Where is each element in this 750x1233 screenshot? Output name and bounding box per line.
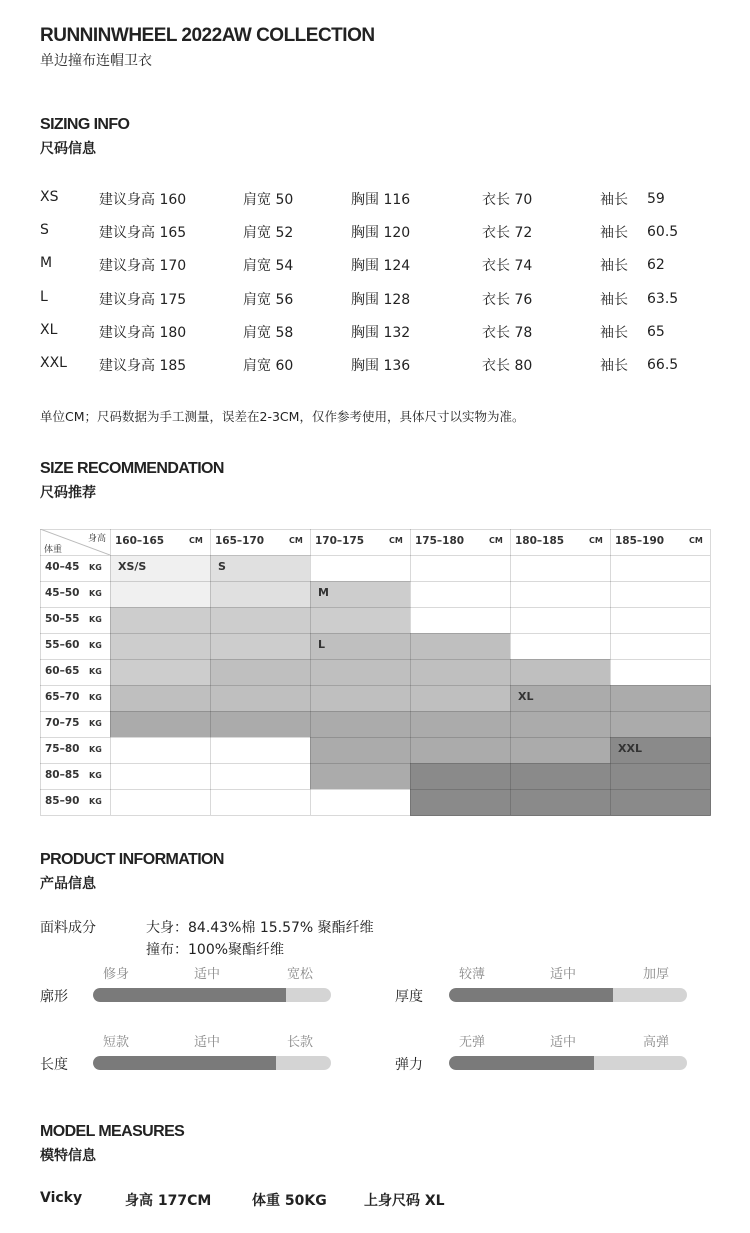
- weight-header: 80–85: [45, 769, 80, 781]
- sizing-cell-sleeve: 63.5: [647, 290, 679, 307]
- sizing-cell-sleeve-label: 袖长: [600, 225, 628, 242]
- sizing-cell-size: XL: [40, 321, 58, 338]
- size-band-label: XL: [518, 690, 534, 703]
- height-unit: CM: [589, 536, 603, 545]
- recommendation-cell: [610, 633, 711, 660]
- recommendation-cell: [210, 581, 311, 608]
- recommendation-cell: [410, 659, 511, 686]
- sizing-cell-length: 衣长 72: [482, 225, 533, 242]
- recommendation-cell: [510, 659, 611, 686]
- attribute-bar: [449, 988, 687, 1002]
- sizing-cell-sleeve: 62: [647, 257, 665, 274]
- recommendation-cell: [610, 581, 711, 608]
- sizing-cell-shoulder: 肩宽 54: [243, 258, 294, 275]
- recommendation-cell: [210, 607, 311, 634]
- sizing-cell-chest: 胸围 120: [351, 225, 411, 242]
- recommendation-cell: [410, 581, 511, 608]
- weight-header: 40–45: [45, 561, 80, 573]
- recommendation-cell: [310, 685, 411, 712]
- weight-unit: KG: [89, 797, 102, 806]
- height-header: 185–190: [615, 535, 665, 547]
- recommendation-cell: [310, 737, 411, 764]
- height-header: 170–175: [315, 535, 365, 547]
- weight-header: 55–60: [45, 639, 80, 651]
- model-heading: MODEL MEASURES: [40, 1123, 185, 1140]
- sizing-cell-length: 衣长 76: [482, 291, 533, 308]
- sizing-cell-size: XS: [40, 189, 59, 205]
- sizing-cell-sleeve-label: 袖长: [600, 324, 628, 341]
- sizing-cell-size: XXL: [40, 355, 67, 371]
- size-band-label: M: [318, 586, 329, 599]
- sizing-cell-height: 建议身高 165: [99, 225, 187, 242]
- recommendation-cell: [610, 685, 711, 712]
- collection-title: RUNNINWHEEL 2022AW COLLECTION: [40, 25, 375, 46]
- weight-unit: KG: [89, 693, 102, 702]
- sizing-cell-chest: 胸围 124: [351, 258, 411, 275]
- sizing-cell-sleeve: 66.5: [647, 357, 679, 373]
- attribute-bar: [93, 1056, 331, 1070]
- size-band-label: XXL: [618, 742, 642, 755]
- weight-unit: KG: [89, 615, 102, 624]
- size-recommendation-table: [40, 529, 710, 815]
- sizing-cell-size: M: [40, 255, 53, 272]
- recommendation-cell: [310, 555, 411, 582]
- product-heading: PRODUCT INFORMATION: [40, 851, 224, 868]
- size-band-label: S: [218, 560, 226, 573]
- sizing-cell-length: 衣长 74: [482, 258, 533, 275]
- height-header: 160–165: [115, 535, 165, 547]
- recommendation-cell: [410, 789, 511, 816]
- scale-label: 宽松: [287, 967, 314, 982]
- recommendation-cell: [310, 763, 411, 790]
- scale-label: 修身: [103, 967, 130, 982]
- recommendation-cell: [410, 737, 511, 764]
- recommendation-cell: [610, 789, 711, 816]
- recommendation-cell: [410, 633, 511, 660]
- scale-label: 高弹: [643, 1035, 670, 1050]
- sizing-cell-chest: 胸围 128: [351, 291, 411, 308]
- recommendation-heading-cn: 尺码推荐: [40, 485, 96, 501]
- weight-header: 75–80: [45, 743, 80, 755]
- sizing-cell-sleeve-label: 袖长: [600, 258, 628, 275]
- recommendation-cell: [310, 633, 411, 660]
- sizing-cell-sleeve: 59: [647, 191, 665, 207]
- fabric-line-contrast: 撞布：100%聚酯纤维: [146, 942, 285, 958]
- sizing-cell-shoulder: 肩宽 56: [243, 291, 294, 308]
- weight-header: 60–65: [45, 665, 80, 677]
- recommendation-cell: [210, 737, 311, 764]
- weight-unit: KG: [89, 667, 102, 676]
- weight-unit: KG: [89, 589, 102, 598]
- corner-weight-label: 体重: [44, 545, 63, 555]
- attribute-bar: [93, 988, 331, 1002]
- fabric-line-body: 大身：84.43%棉 15.57% 聚酯纤维: [146, 920, 374, 936]
- model-name: Vicky: [40, 1190, 83, 1206]
- recommendation-cell: [210, 711, 311, 738]
- recommendation-cell: [510, 555, 611, 582]
- sizing-cell-sleeve: 60.5: [647, 224, 679, 241]
- scale-label: 无弹: [459, 1035, 486, 1050]
- attribute-label: 弹力: [395, 1057, 423, 1073]
- recommendation-cell: [610, 607, 711, 634]
- scale-label: 适中: [194, 1035, 221, 1050]
- attribute-bar-fill: [93, 1056, 276, 1070]
- attribute-bar-fill: [449, 1056, 594, 1070]
- weight-header: 65–70: [45, 691, 80, 703]
- recommendation-cell: [410, 555, 511, 582]
- sizing-cell-height: 建议身高 170: [99, 258, 187, 275]
- sizing-cell-length: 衣长 78: [482, 324, 533, 341]
- model-height: 身高 177CM: [125, 1193, 212, 1209]
- product-heading-cn: 产品信息: [40, 876, 96, 892]
- sizing-cell-shoulder: 肩宽 58: [243, 324, 294, 341]
- sizing-heading: SIZING INFO: [40, 116, 130, 133]
- height-header: 165–170: [215, 535, 265, 547]
- recommendation-cell: [210, 685, 311, 712]
- scale-label: 较薄: [459, 967, 486, 982]
- recommendation-cell: [110, 659, 211, 686]
- height-header: 180–185: [515, 535, 565, 547]
- sizing-cell-shoulder: 肩宽 60: [243, 358, 294, 374]
- sizing-cell-size: L: [40, 288, 48, 305]
- weight-unit: KG: [89, 641, 102, 650]
- weight-header: 85–90: [45, 795, 80, 807]
- recommendation-cell: [110, 789, 211, 816]
- recommendation-cell: [210, 763, 311, 790]
- scale-label: 长款: [287, 1035, 314, 1050]
- sizing-cell-shoulder: 肩宽 50: [243, 192, 294, 208]
- height-header: 175–180: [415, 535, 465, 547]
- recommendation-cell: [110, 685, 211, 712]
- sizing-cell-chest: 胸围 116: [351, 192, 411, 208]
- scale-label: 短款: [103, 1035, 130, 1050]
- weight-header: 50–55: [45, 613, 80, 625]
- sizing-cell-sleeve-label: 袖长: [600, 291, 628, 308]
- scale-label: 适中: [550, 1035, 577, 1050]
- weight-header: 70–75: [45, 717, 80, 729]
- recommendation-cell: [210, 789, 311, 816]
- weight-unit: KG: [89, 745, 102, 754]
- weight-header: 45–50: [45, 587, 80, 599]
- recommendation-cell: [310, 659, 411, 686]
- sizing-cell-length: 衣长 70: [482, 192, 533, 208]
- height-unit: CM: [189, 536, 203, 545]
- sizing-cell-height: 建议身高 175: [99, 291, 187, 308]
- recommendation-cell: [610, 763, 711, 790]
- sizing-cell-chest: 胸围 136: [351, 358, 411, 374]
- sizing-cell-sleeve: 65: [647, 323, 665, 340]
- attribute-label: 长度: [40, 1057, 68, 1073]
- scale-label: 适中: [194, 967, 221, 982]
- sizing-cell-shoulder: 肩宽 52: [243, 225, 294, 242]
- recommendation-cell: [610, 659, 711, 686]
- model-size: 上身尺码 XL: [364, 1193, 445, 1209]
- model-heading-cn: 模特信息: [40, 1148, 96, 1164]
- size-band-label: XS/S: [118, 560, 147, 573]
- size-band-label: L: [318, 638, 326, 651]
- recommendation-cell: [510, 633, 611, 660]
- recommendation-cell: [410, 763, 511, 790]
- attribute-bar-fill: [93, 988, 286, 1002]
- recommendation-cell: [110, 633, 211, 660]
- recommendation-cell: [210, 659, 311, 686]
- weight-unit: KG: [89, 563, 102, 572]
- recommendation-cell: [410, 607, 511, 634]
- recommendation-cell: [310, 607, 411, 634]
- recommendation-cell: [510, 789, 611, 816]
- recommendation-heading: SIZE RECOMMENDATION: [40, 460, 224, 477]
- fabric-label: 面料成分: [40, 920, 96, 936]
- sizing-cell-height: 建议身高 185: [99, 358, 187, 374]
- sizing-cell-length: 衣长 80: [482, 358, 533, 374]
- recommendation-cell: [110, 737, 211, 764]
- attribute-bar-fill: [449, 988, 613, 1002]
- height-unit: CM: [389, 536, 403, 545]
- scale-label: 加厚: [643, 967, 670, 982]
- height-unit: CM: [689, 536, 703, 545]
- sizing-heading-cn: 尺码信息: [40, 141, 96, 157]
- recommendation-cell: [210, 633, 311, 660]
- recommendation-cell: [510, 607, 611, 634]
- sizing-cell-sleeve-label: 袖长: [600, 358, 628, 374]
- sizing-cell-height: 建议身高 180: [99, 324, 187, 341]
- corner-height-label: 身高: [87, 534, 106, 544]
- recommendation-cell: [610, 711, 711, 738]
- recommendation-cell: [510, 581, 611, 608]
- recommendation-cell: [110, 711, 211, 738]
- attribute-label: 廓形: [40, 989, 68, 1005]
- height-unit: CM: [289, 536, 303, 545]
- sizing-cell-sleeve-label: 袖长: [600, 192, 628, 208]
- model-weight: 体重 50KG: [252, 1193, 327, 1209]
- recommendation-cell: [310, 711, 411, 738]
- recommendation-cell: [510, 763, 611, 790]
- attribute-bar: [449, 1056, 687, 1070]
- recommendation-cell: [610, 555, 711, 582]
- scale-label: 适中: [550, 967, 577, 982]
- recommendation-cell: [410, 711, 511, 738]
- recommendation-cell: [510, 737, 611, 764]
- recommendation-cell: [110, 581, 211, 608]
- recommendation-cell: [410, 685, 511, 712]
- sizing-cell-height: 建议身高 160: [99, 192, 187, 208]
- weight-unit: KG: [89, 719, 102, 728]
- sizing-note: 单位CM；尺码数据为手工测量，误差在2-3CM，仅作参考使用，具体尺寸以实物为准。: [40, 409, 525, 424]
- recommendation-cell: [110, 607, 211, 634]
- attribute-label: 厚度: [395, 989, 423, 1005]
- sizing-cell-chest: 胸围 132: [351, 324, 411, 341]
- height-unit: CM: [489, 536, 503, 545]
- weight-unit: KG: [89, 771, 102, 780]
- sizing-cell-size: S: [40, 222, 49, 239]
- recommendation-cell: [510, 711, 611, 738]
- recommendation-cell: [110, 763, 211, 790]
- recommendation-cell: [310, 789, 411, 816]
- product-subtitle: 单边撞布连帽卫衣: [40, 53, 152, 69]
